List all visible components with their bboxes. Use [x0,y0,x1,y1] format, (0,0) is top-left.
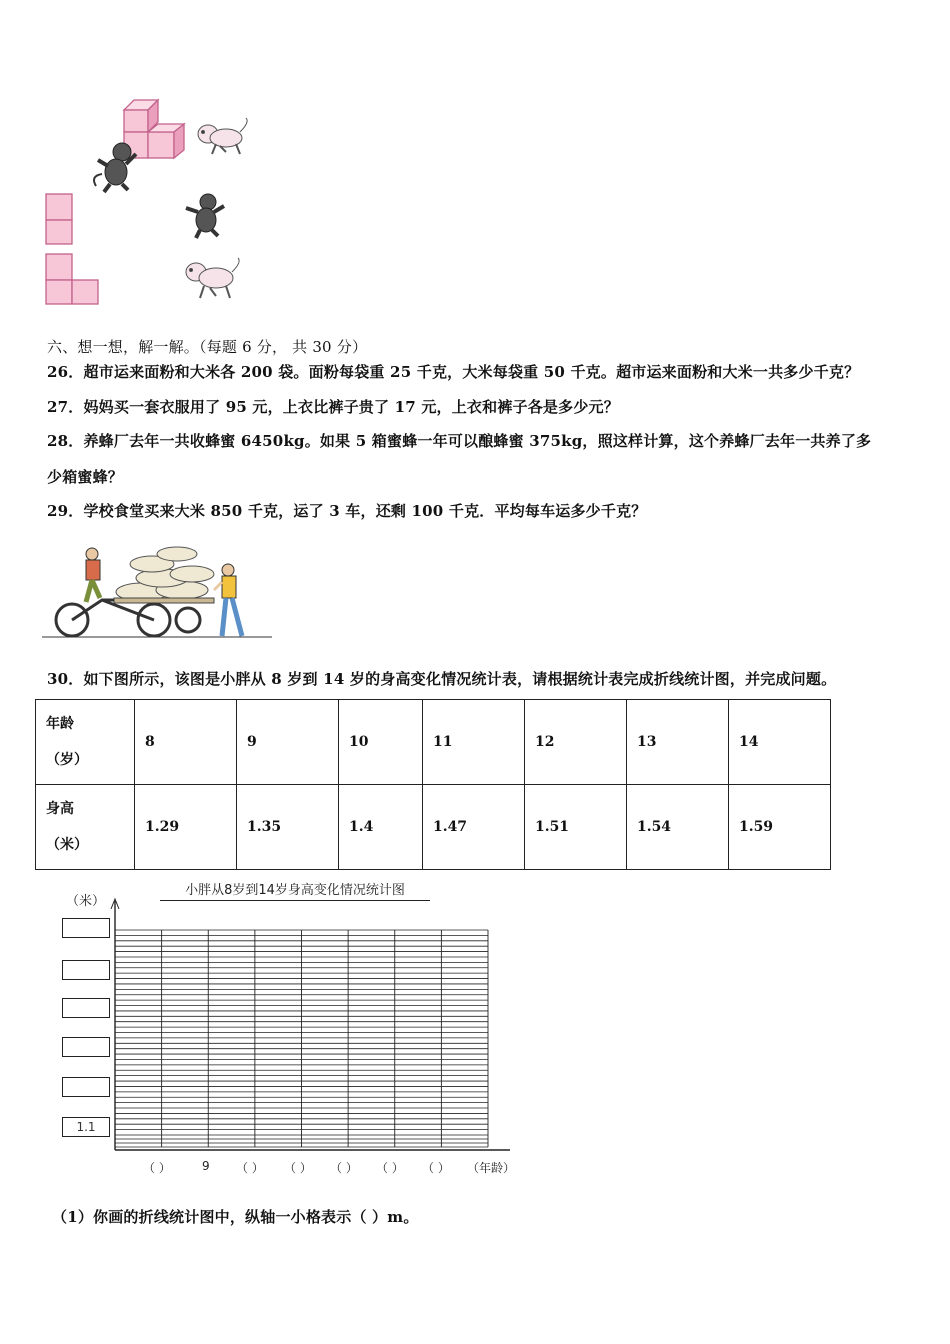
tricycle-figure [42,542,272,642]
question-30-sub1: （1）你画的折线统计图中，纵轴一小格表示（ ）m。 [52,1208,419,1226]
pusher-person [214,564,242,636]
x-tick-blank[interactable]: （ ） [236,1161,264,1175]
x-tick-blank[interactable]: （ ） [284,1161,312,1175]
question-26: 26．超市运来面粉和大米各 200 袋。面粉每袋重 25 千克，大米每袋重 50 千克。超市运来面粉和大米一共多少千克？ [47,363,860,381]
x-tick-blank[interactable]: （ ） [376,1161,404,1175]
section-six-header: 六、想一想，解一解。（每题 6 分， 共 30 分） [47,338,368,356]
row-label-height-unit: （米） [46,837,88,853]
question-27: 27．妈妈买一套衣服用了 95 元，上衣比裤子贵了 17 元，上衣和裤子各是多少元？ [47,398,619,416]
table-cell: 1.54 [626,785,728,870]
question-29: 29．学校食堂买来大米 850 千克，运了 3 车，还剩 100 千克．平均每车运多少千克？ [47,502,647,520]
y-tick-blank-4[interactable] [62,1037,110,1057]
y-tick-blank-5[interactable] [62,1077,110,1097]
side-view [46,254,98,304]
table-cell: 9 [237,700,339,785]
cube-views-figure [40,92,270,312]
x-tick-9: 9 [202,1159,210,1173]
table-cell: 1.29 [135,785,237,870]
x-axis-label: （年龄） [467,1161,516,1175]
row-header-age [36,700,135,785]
y-tick-blank-2[interactable] [62,960,110,980]
table-row-height [36,785,831,870]
table-cell: 1.47 [422,785,524,870]
x-tick-blank[interactable]: （ ） [143,1161,171,1175]
x-tick-blank[interactable]: （ ） [422,1161,450,1175]
y-axis-label: （米） [66,894,106,909]
table-cell: 8 [135,700,237,785]
row-label-age-unit: （岁） [46,752,88,768]
question-30: 30．如下图所示，该图是小胖从 8 岁到 14 岁的身高变化情况统计表，请根据统计表完成折线统计图，并完成问题。 [47,670,837,688]
rider-person [86,548,100,602]
row-header-height [36,785,135,870]
row-label-height: 身高 [46,801,74,817]
table-cell: 12 [524,700,626,785]
dog-icon [198,118,247,154]
table-cell: 1.51 [524,785,626,870]
line-chart-grid [40,895,520,1165]
table-cell: 1.4 [339,785,423,870]
table-row-age [36,700,831,785]
table-cell: 13 [626,700,728,785]
monkey-icon [94,143,136,192]
rice-sacks [116,547,214,601]
table-cell: 10 [339,700,423,785]
table-cell: 1.35 [237,785,339,870]
question-28-line1: 28．养蜂厂去年一共收蜂蜜 6450kg。如果 5 箱蜜蜂一年可以酿蜂蜜 375kg，照这样计算，这个养蜂厂去年一共养了多 [47,432,872,450]
question-28-line2: 少箱蜜蜂？ [47,468,124,486]
x-tick-blank[interactable]: （ ） [330,1161,358,1175]
table-cell: 11 [422,700,524,785]
y-tick-blank-3[interactable] [62,998,110,1018]
y-tick-1-1: 1.1 [62,1117,110,1137]
row-label-age: 年龄 [46,716,74,732]
front-view [46,194,72,244]
chart-title: 小胖从8岁到14岁身高变化情况统计图 [160,879,430,901]
table-cell: 1.59 [728,785,830,870]
monkey-icon [186,194,224,238]
table-cell: 14 [728,700,830,785]
dog-icon [186,258,239,298]
cube-stack-3d [124,100,184,158]
height-stat-table [35,699,831,870]
y-tick-blank-1[interactable] [62,918,110,938]
